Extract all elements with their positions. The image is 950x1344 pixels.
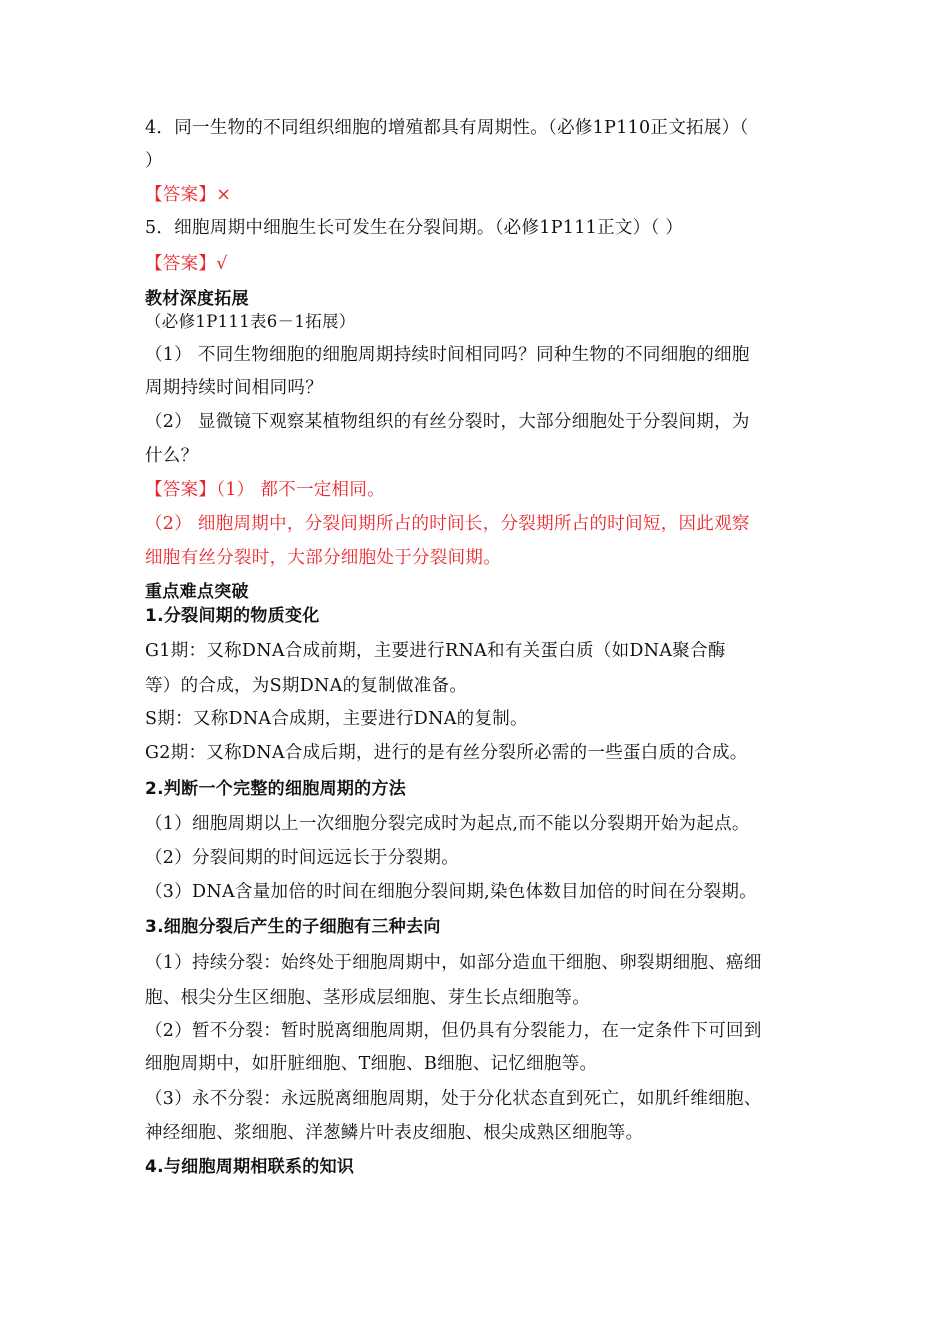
subheading-2: 2.判断一个完整的细胞周期的方法 [145,779,407,799]
g1-phase-line-1: G1期：又称DNA合成前期，主要进行RNA和有关蛋白质（如DNA聚合酶 [145,641,726,661]
g2-phase-line: G2期：又称DNA合成后期，进行的是有丝分裂所必需的一些蛋白质的合成。 [145,743,748,763]
extension-answer-2-line-1: （2） 细胞周期中，分裂间期所占的时间长，分裂期所占的时间短，因此观察 [145,514,750,534]
fate-item-3-line-2: 神经细胞、浆细胞、洋葱鳞片叶表皮细胞、根尖成熟区细胞等。 [145,1123,644,1143]
answer-4: 【答案】× [145,185,232,205]
fate-item-2-line-1: （2）暂不分裂：暂时脱离细胞周期，但仍具有分裂能力，在一定条件下可回到 [145,1021,762,1041]
s-phase-line: S期：又称DNA合成期，主要进行DNA的复制。 [145,709,528,729]
answer-5: 【答案】√ [145,254,228,274]
method-item-1: （1）细胞周期以上一次细胞分裂完成时为起点,而不能以分裂期开始为起点。 [145,814,750,834]
question-4-line-2: ） [145,151,163,171]
g1-phase-line-2: 等）的合成，为S期DNA的复制做准备。 [145,676,468,696]
extension-question-2-line-1: （2） 显微镜下观察某植物组织的有丝分裂时，大部分细胞处于分裂间期，为 [145,412,750,432]
method-item-3: （3）DNA含量加倍的时间在细胞分裂间期,染色体数目加倍的时间在分裂期。 [145,882,757,902]
question-5: 5．细胞周期中细胞生长可发生在分裂间期。（必修1P111正文）（ ） [145,218,684,238]
fate-item-3-line-1: （3）永不分裂：永远脱离细胞周期，处于分化状态直到死亡，如肌纤维细胞、 [145,1089,762,1109]
fate-item-1-line-2: 胞、根尖分生区细胞、茎形成层细胞、芽生长点细胞等。 [145,988,590,1008]
question-4-line-1: 4．同一生物的不同组织细胞的增殖都具有周期性。（必修1P110正文拓展）（ [145,118,749,138]
fate-item-2-line-2: 细胞周期中，如肝脏细胞、T细胞、B细胞、记忆细胞等。 [145,1054,598,1074]
section-heading-textbook-extension: 教材深度拓展 [145,289,249,309]
extension-answer-1: 【答案】（1） 都不一定相同。 [145,480,385,500]
textbook-reference: （必修1P111表6－1拓展） [145,312,356,331]
subheading-3: 3.细胞分裂后产生的子细胞有三种去向 [145,917,441,937]
method-item-2: （2）分裂间期的时间远远长于分裂期。 [145,848,460,868]
extension-question-1-line-2: 周期持续时间相同吗？ [145,378,323,398]
extension-question-1-line-1: （1） 不同生物细胞的细胞周期持续时间相同吗？同种生物的不同细胞的细胞 [145,345,750,365]
fate-item-1-line-1: （1）持续分裂：始终处于细胞周期中，如部分造血干细胞、卵裂期细胞、癌细 [145,953,762,973]
extension-question-2-line-2: 什么？ [145,446,199,466]
subheading-4: 4.与细胞周期相联系的知识 [145,1157,355,1177]
extension-answer-2-line-2: 细胞有丝分裂时，大部分细胞处于分裂间期。 [145,548,501,568]
section-heading-key-points: 重点难点突破 [145,582,249,602]
subheading-1: 1.分裂间期的物质变化 [145,606,320,626]
